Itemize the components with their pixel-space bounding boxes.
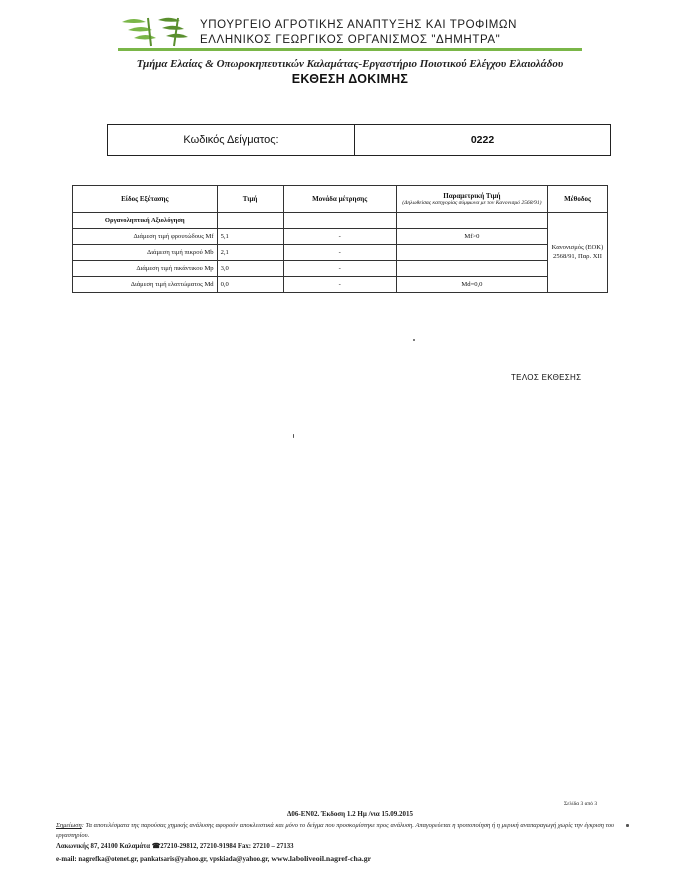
footer-note [56,821,636,840]
row-param: Md=0,0 [396,277,547,293]
row-unit: - [283,229,396,245]
table-cell-empty [283,213,396,229]
row-unit: - [283,277,396,293]
row-param: Mf>0 [396,229,547,245]
header-param [396,186,547,213]
row-param [396,245,547,261]
section-label: Οργανοληπτική Αξιολόγηση [73,213,218,229]
ministry-line-1: ΥΠΟΥΡΓΕΙΟ ΑΓΡΟΤΙΚΗΣ ΑΝΑΠΤΥΞΗΣ ΚΑΙ ΤΡΟΦΙΜΩΝ [200,19,518,31]
footer-address: Λακωνικής 87, 24100 Καλαμάτα ☎27210-29812, 27210-91984 Fax: 27210 – 27133 [56,843,294,850]
table-row [73,261,608,277]
footer-emails: e-mail: nagrefka@otenet.gr, pankatsaris@yahoo.gr, vpskiada@yahoo.gr, [56,856,270,863]
ministry-line-2: ΕΛΛΗΝΙΚΟΣ ΓΕΩΡΓΙΚΟΣ ΟΡΓΑΝΙΣΜΟΣ "ΔΗΜΗΤΡΑ" [200,34,501,46]
results-table [72,185,608,293]
footer-website[interactable]: www.laboliveoil.nagref-cha.gr [269,854,372,863]
document-reference: Δ06-ΕΝ02. Έκδοση 1.2 Ημ /νια 15.09.2015 [287,810,413,818]
method-line-2: 2568/91, Παρ. XII [553,252,602,260]
sample-code-value: 0222 [470,134,495,146]
header-value: Τιμή [217,186,283,213]
header-param-title: Παραμετρική Τιμή [443,191,501,200]
row-type: Διάμεση τιμή πικρού Mb [73,245,218,261]
header-unit: Μονάδα μέτρησης [283,186,396,213]
table-row [73,245,608,261]
end-of-report: ΤΕΛΟΣ ΕΚΘΕΣΗΣ [511,373,582,382]
row-type: Διάμεση τιμή πικάντικου Mp [73,261,218,277]
footer-note-text: : Τα αποτελέσματα της παρούσας χημικής ανάλυσης αφορούν αποκλειστικά και μόνο το δείγμα που προσκομίστηκε προς ανάλυση. Απαγορεύεται η τροποποίηση ή η μερική αναπαραγωγή χωρίς την έγκριση του εργαστηρίου. [56,822,615,839]
row-value: 2,1 [217,245,283,261]
ministry-name [200,18,517,47]
table-cell-empty [396,213,547,229]
row-unit: - [283,245,396,261]
row-param [396,261,547,277]
page-number: Σελίδα 3 από 3 [564,801,598,807]
report-title: ΕΚΘΕΣΗ ΔΟΚΙΜΗΣ [291,72,409,86]
table-row [73,277,608,293]
table-row [73,229,608,245]
footer-contacts [56,854,371,863]
table-cell-empty [217,213,283,229]
row-value: 0,0 [217,277,283,293]
row-unit: - [283,261,396,277]
header-rule [118,48,582,51]
sample-code-label: Κωδικός Δείγματος: [108,125,355,155]
method-cell [547,213,607,293]
scan-speck [413,339,415,341]
footer-note-lead: Σημείωση [56,822,82,829]
header-method: Μέθοδος [547,186,607,213]
sample-code-box [107,124,611,156]
scan-speck [293,434,294,438]
row-type: Διάμεση τιμή ελαττώματος Md [73,277,218,293]
table-header-row [73,186,608,213]
header-param-note: (Δηλωθείσας κατηγορίας σύμφωνα με τον Κανονισμό 2568/91) [402,199,542,206]
row-value: 3,0 [217,261,283,277]
ministry-logo [118,14,196,50]
row-value: 5,1 [217,229,283,245]
method-line-1: Κανονισμός (ΕΟΚ) [551,244,604,251]
header-type: Είδος Εξέτασης [73,186,218,213]
department-name: Τμήμα Ελαίας & Οπωροκηπευτικών Καλαμάτας-Εργαστήριο Ποιοτικού Ελέγχου Ελαιολάδου [136,58,564,70]
row-type: Διάμεση τιμή φρουτώδους Mf [73,229,218,245]
section-row [73,213,608,229]
